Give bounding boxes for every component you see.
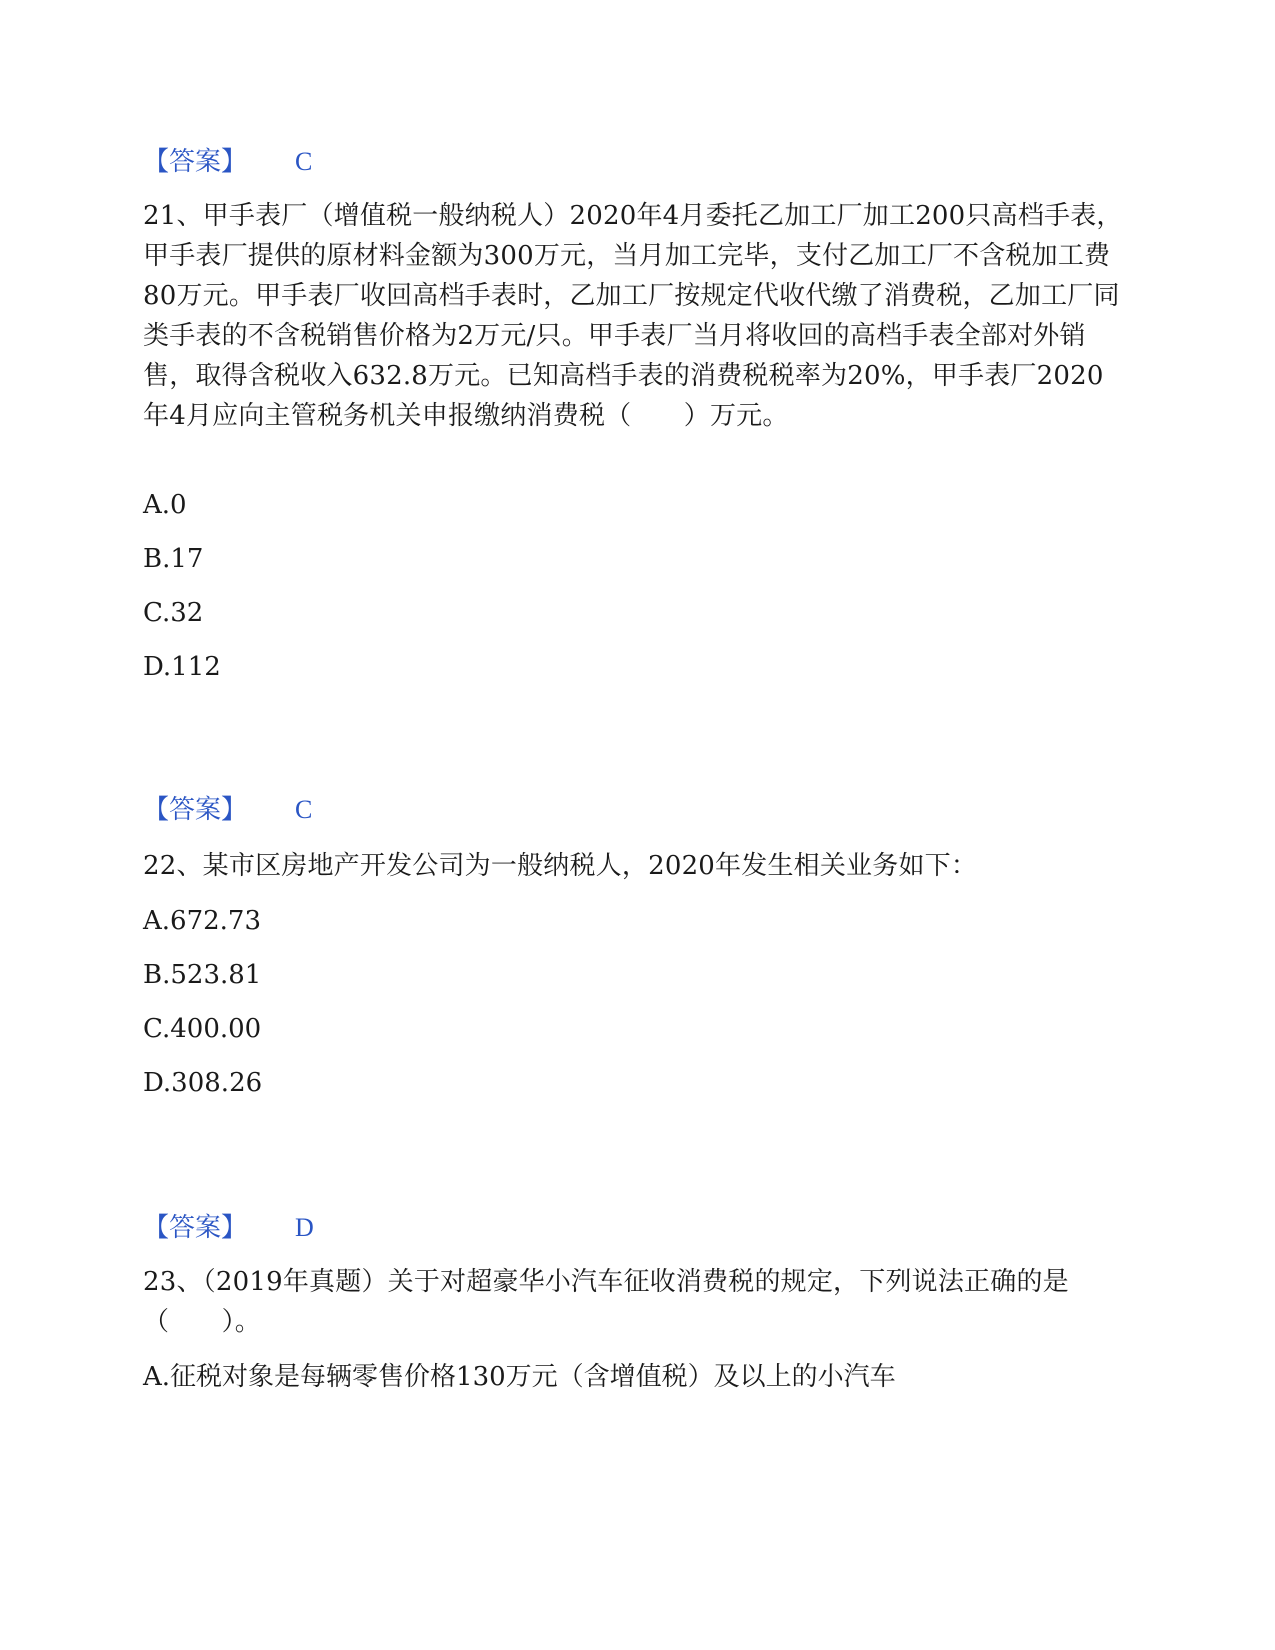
question-22-option-b: B.523.81 bbox=[143, 960, 262, 990]
answer-value: D bbox=[295, 1213, 314, 1242]
answer-row bbox=[143, 142, 312, 182]
question-22-text: 22、某市区房地产开发公司为一般纳税人，2020年发生相关业务如下： bbox=[143, 851, 978, 881]
question-21-option-c: C.32 bbox=[143, 598, 204, 628]
question-23-text: 23、（2019年真题）关于对超豪华小汽车征收消费税的规定，下列说法正确的是（ ）。 bbox=[143, 1267, 1069, 1337]
answer-row bbox=[143, 790, 312, 830]
answer-row bbox=[143, 1208, 314, 1248]
question-22-option-d: D.308.26 bbox=[143, 1068, 263, 1098]
question-21-option-d: D.112 bbox=[143, 652, 221, 682]
question-22-option-c: C.400.00 bbox=[143, 1014, 262, 1044]
answer-label: 【答案】 bbox=[143, 147, 248, 177]
answer-value: C bbox=[295, 147, 313, 176]
question-23-option-a: A.征税对象是每辆零售价格130万元（含增值税）及以上的小汽车 bbox=[143, 1362, 896, 1392]
question-21-text: 21、甲手表厂（增值税一般纳税人）2020年4月委托乙加工厂加工200只高档手表，甲手表厂提供的原材料金额为300万元，当月加工完毕，支付乙加工厂不含税加工费80万元。甲手表厂收回高档手表时，乙加工厂按规定代收代缴了消费税，乙加工厂同类手表的不含税销售价格为2万元/只。甲手表厂当月将收回的高档手表全部对外销售，取得含税收入632.8万元。已知高档手表的消费税税率为20%，甲手表厂2020年4月应向主管税务机关申报缴纳消费税（ ）万元。 bbox=[143, 201, 1123, 431]
answer-label: 【答案】 bbox=[143, 795, 248, 825]
question-21-option-b: B.17 bbox=[143, 544, 204, 574]
answer-value: C bbox=[295, 795, 313, 824]
answer-label: 【答案】 bbox=[143, 1213, 248, 1243]
question-22-option-a: A.672.73 bbox=[143, 906, 262, 936]
question-21-option-a: A.0 bbox=[143, 490, 187, 520]
